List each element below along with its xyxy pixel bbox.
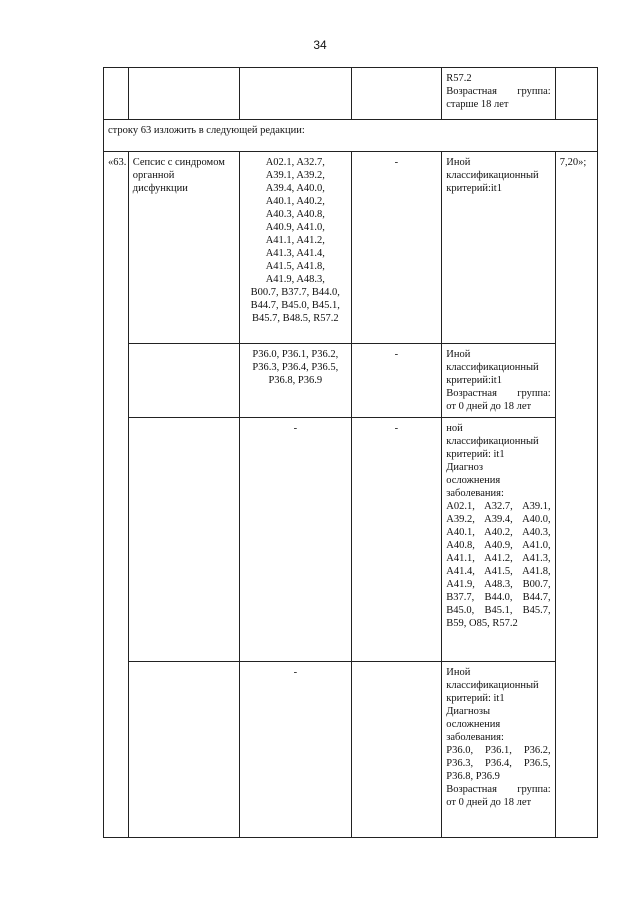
- criteria-line: заболевания:: [446, 732, 504, 743]
- cell-empty: [128, 344, 239, 418]
- code-line: B44.7, B45.0, B45.1,: [250, 300, 340, 311]
- criteria-line: ной: [446, 423, 463, 434]
- criteria-cell: [442, 152, 555, 344]
- criteria-cell: [442, 418, 555, 662]
- criteria-line: P36.3, P36.4, P36.5,: [446, 758, 551, 769]
- code-line: A39.4, A40.0,: [265, 183, 325, 194]
- criteria-line: Иной: [446, 667, 471, 678]
- procedure-codes: [351, 662, 442, 838]
- criteria-line: Диагноз: [446, 462, 484, 473]
- notice-text: строку 63 изложить в следующей редакции:: [104, 120, 598, 152]
- code-line: A02.1, A32.7,: [265, 157, 325, 168]
- code-line: B00.7, B37.7, B44.0,: [250, 287, 340, 298]
- diagnosis-codes: -: [240, 662, 351, 838]
- criteria-line: классификационный: [446, 436, 539, 447]
- criteria-line: A39.2, A39.4, A40.0,: [446, 514, 551, 525]
- criteria-line: Возрастная группа:: [446, 86, 551, 97]
- procedure-codes: -: [351, 344, 442, 418]
- cell-empty: [104, 68, 129, 120]
- cell-empty: [240, 68, 351, 120]
- code-line: P36.0, P36.1, P36.2,: [252, 349, 339, 360]
- criteria-line: B59, O85, R57.2: [446, 618, 518, 629]
- criteria-line: P36.0, P36.1, P36.2,: [446, 745, 551, 756]
- row-name: [128, 152, 239, 344]
- criteria-line: заболевания:: [446, 488, 504, 499]
- row-name-line: Сепсис с синдромом: [132, 157, 225, 168]
- criteria-line: B45.0, B45.1, B45.7,: [446, 605, 551, 616]
- code-line: A40.1, A40.2,: [265, 196, 325, 207]
- notice-row: [104, 120, 598, 152]
- criteria-line: Возрастная группа:: [446, 784, 551, 795]
- criteria-line: от 0 дней до 18 лет: [446, 401, 532, 412]
- code-line: A41.9, A48.3,: [265, 274, 325, 285]
- criteria-line: осложнения: [446, 475, 501, 486]
- code-line: A41.1, A41.2,: [265, 235, 325, 246]
- criteria-line: A41.1, A41.2, A41.3,: [446, 553, 551, 564]
- diagnosis-codes: [240, 152, 351, 344]
- cell-empty: [128, 418, 239, 662]
- criteria-line: R57.2: [446, 73, 472, 84]
- table-row-previous: [104, 68, 598, 120]
- table-row-63-sub4: [104, 662, 598, 838]
- diagnosis-codes: -: [240, 418, 351, 662]
- criteria-line: критерий: it1: [446, 693, 505, 704]
- diagnosis-codes: [240, 344, 351, 418]
- criteria-line: Возрастная группа:: [446, 388, 551, 399]
- criteria-line: критерий:it1: [446, 183, 502, 194]
- criteria-line: P36.8, P36.9: [446, 771, 500, 782]
- table-row-63-sub3: [104, 418, 598, 662]
- criteria-line: старше 18 лет: [446, 99, 509, 110]
- criteria-cell: [442, 344, 555, 418]
- amendment-table: [103, 67, 598, 838]
- criteria-line: A40.8, A40.9, A41.0,: [446, 540, 551, 551]
- criteria-line: Иной: [446, 349, 471, 360]
- code-line: A40.3, A40.8,: [265, 209, 325, 220]
- code-line: A41.5, A41.8,: [265, 261, 325, 272]
- table-row-63-sub1: [104, 152, 598, 344]
- criteria-line: A02.1, A32.7, A39.1,: [446, 501, 551, 512]
- criteria-line: A41.4, A41.5, A41.8,: [446, 566, 551, 577]
- criteria-line: Иной: [446, 157, 471, 168]
- table-row-63-sub2: [104, 344, 598, 418]
- criteria-line: классификационный: [446, 680, 539, 691]
- cell-empty: [555, 68, 597, 120]
- criteria-line: B37.7, B44.0, B44.7,: [446, 592, 551, 603]
- criteria-line: A41.9, A48.3, B00.7,: [446, 579, 551, 590]
- criteria-line: критерий: it1: [446, 449, 505, 460]
- criteria-line: осложнения: [446, 719, 501, 730]
- criteria-line: от 0 дней до 18 лет: [446, 797, 532, 808]
- row-number: «63.: [104, 152, 129, 838]
- criteria-line: Диагнозы: [446, 706, 491, 717]
- criteria-cell: [442, 662, 555, 838]
- criteria-line: классификационный: [446, 170, 539, 181]
- cell-empty: [128, 662, 239, 838]
- row-name-line: органной: [132, 170, 175, 181]
- code-line: P36.8, P36.9: [268, 375, 323, 386]
- criteria-line: критерий:it1: [446, 375, 502, 386]
- code-line: P36.3, P36.4, P36.5,: [252, 362, 339, 373]
- procedure-codes: -: [351, 152, 442, 344]
- cell-empty: [128, 68, 239, 120]
- row-name-line: дисфункции: [132, 183, 188, 194]
- code-line: A39.1, A39.2,: [265, 170, 325, 181]
- code-line: A41.3, A41.4,: [265, 248, 325, 259]
- criteria-cell: [442, 68, 555, 120]
- code-line: B45.7, B48.5, R57.2: [251, 313, 339, 324]
- procedure-codes: -: [351, 418, 442, 662]
- code-line: A40.9, A41.0,: [265, 222, 325, 233]
- cell-empty: [351, 68, 442, 120]
- criteria-line: A40.1, A40.2, A40.3,: [446, 527, 551, 538]
- coefficient: 7,20»;: [555, 152, 597, 838]
- criteria-line: классификационный: [446, 362, 539, 373]
- page-number: 34: [313, 38, 327, 52]
